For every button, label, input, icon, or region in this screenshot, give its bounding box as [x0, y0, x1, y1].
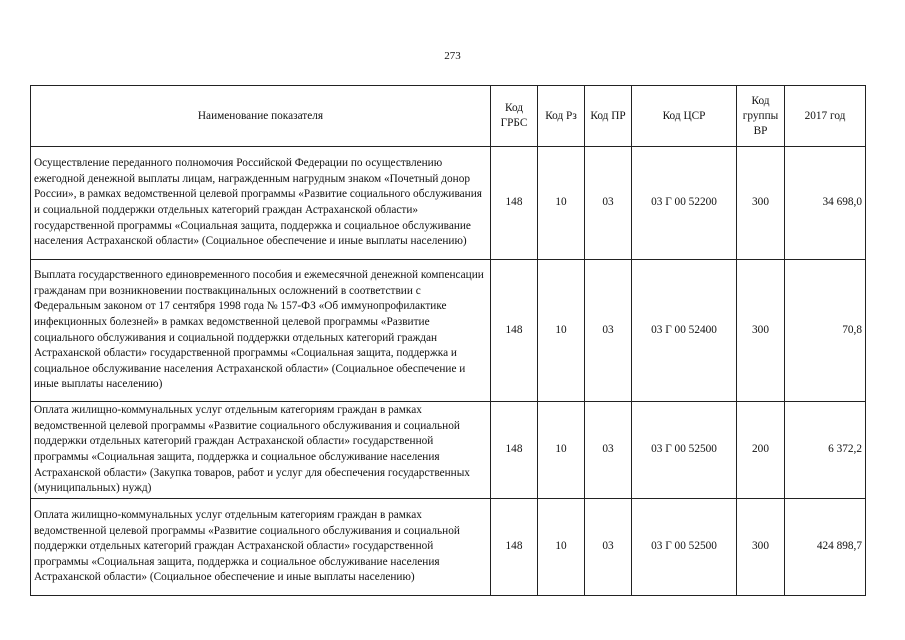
column-header-rz: Код Рз — [538, 86, 585, 147]
code-csr: 03 Г 00 52400 — [632, 260, 737, 402]
indicator-name: Оплата жилищно-коммунальных услуг отдельным категориям граждан в рамках ведомственной целевой программы «Развитие социального обслуживания и социальной поддержки отдельных категорий граждан Астраханской области» государственной программы «Социальная защита, поддержка и социальное обслуживание населения Астраханской области» (Социальное обеспечение и иные выплаты населению) — [31, 499, 491, 596]
code-rz: 10 — [538, 402, 585, 499]
code-pr: 03 — [585, 260, 632, 402]
indicator-name: Осуществление переданного полномочия Российской Федерации по осуществлению ежегодной денежной выплаты лицам, награжденным нагрудным знаком «Почетный донор России», в рамках ведомственной целевой программы «Развитие социального обслуживания и социальной поддержки отдельных категорий граждан Астраханской области» государственной программы «Социальная защита, поддержка и социальное обслуживание населения Астраханской области» (Социальное обеспечение и иные выплаты населению) — [31, 147, 491, 260]
code-pr: 03 — [585, 499, 632, 596]
code-csr: 03 Г 00 52500 — [632, 499, 737, 596]
code-vr: 300 — [737, 499, 785, 596]
code-grbs: 148 — [491, 499, 538, 596]
code-grbs: 148 — [491, 402, 538, 499]
code-rz: 10 — [538, 499, 585, 596]
table-row — [31, 147, 866, 260]
code-csr: 03 Г 00 52200 — [632, 147, 737, 260]
code-vr: 300 — [737, 147, 785, 260]
column-header-csr: Код ЦСР — [632, 86, 737, 147]
code-rz: 10 — [538, 147, 585, 260]
code-grbs: 148 — [491, 260, 538, 402]
column-header-year: 2017 год — [785, 86, 866, 147]
table-row — [31, 260, 866, 402]
amount-2017: 424 898,7 — [785, 499, 866, 596]
code-vr: 300 — [737, 260, 785, 402]
code-csr: 03 Г 00 52500 — [632, 402, 737, 499]
column-header-name: Наименование показателя — [31, 86, 491, 147]
table-row — [31, 499, 866, 596]
amount-2017: 70,8 — [785, 260, 866, 402]
column-header-vr: Код группы ВР — [737, 86, 785, 147]
amount-2017: 6 372,2 — [785, 402, 866, 499]
table-header-row — [31, 86, 866, 147]
code-rz: 10 — [538, 260, 585, 402]
amount-2017: 34 698,0 — [785, 147, 866, 260]
code-vr: 200 — [737, 402, 785, 499]
code-pr: 03 — [585, 402, 632, 499]
indicator-name: Оплата жилищно-коммунальных услуг отдельным категориям граждан в рамках ведомственной целевой программы «Развитие социального обслуживания и социальной поддержки отдельных категорий граждан Астраханской области» государственной программы «Социальная защита, поддержка и социальное обслуживание населения Астраханской области» (Закупка товаров, работ и услуг для обеспечения государственных (муниципальных) нужд) — [31, 402, 491, 499]
table-row — [31, 402, 866, 499]
code-pr: 03 — [585, 147, 632, 260]
indicator-name: Выплата государственного единовременного пособия и ежемесячной денежной компенсации гражданам при возникновении поствакцинальных осложнений в соответствии с Федеральным законом от 17 сентября 1998 года № 157-ФЗ «Об иммунопрофилактике инфекционных болезней» в рамках ведомственной целевой программы «Развитие социального обслуживания и социальной поддержки отдельных категорий граждан Астраханской области» государственной программы «Социальная защита, поддержка и социальное обслуживание населения Астраханской области» (Социальное обеспечение и иные выплаты населению) — [31, 260, 491, 402]
column-header-pr: Код ПР — [585, 86, 632, 147]
page-number: 273 — [444, 50, 461, 62]
code-grbs: 148 — [491, 147, 538, 260]
column-header-grbs: Код ГРБС — [491, 86, 538, 147]
budget-table — [30, 85, 866, 596]
